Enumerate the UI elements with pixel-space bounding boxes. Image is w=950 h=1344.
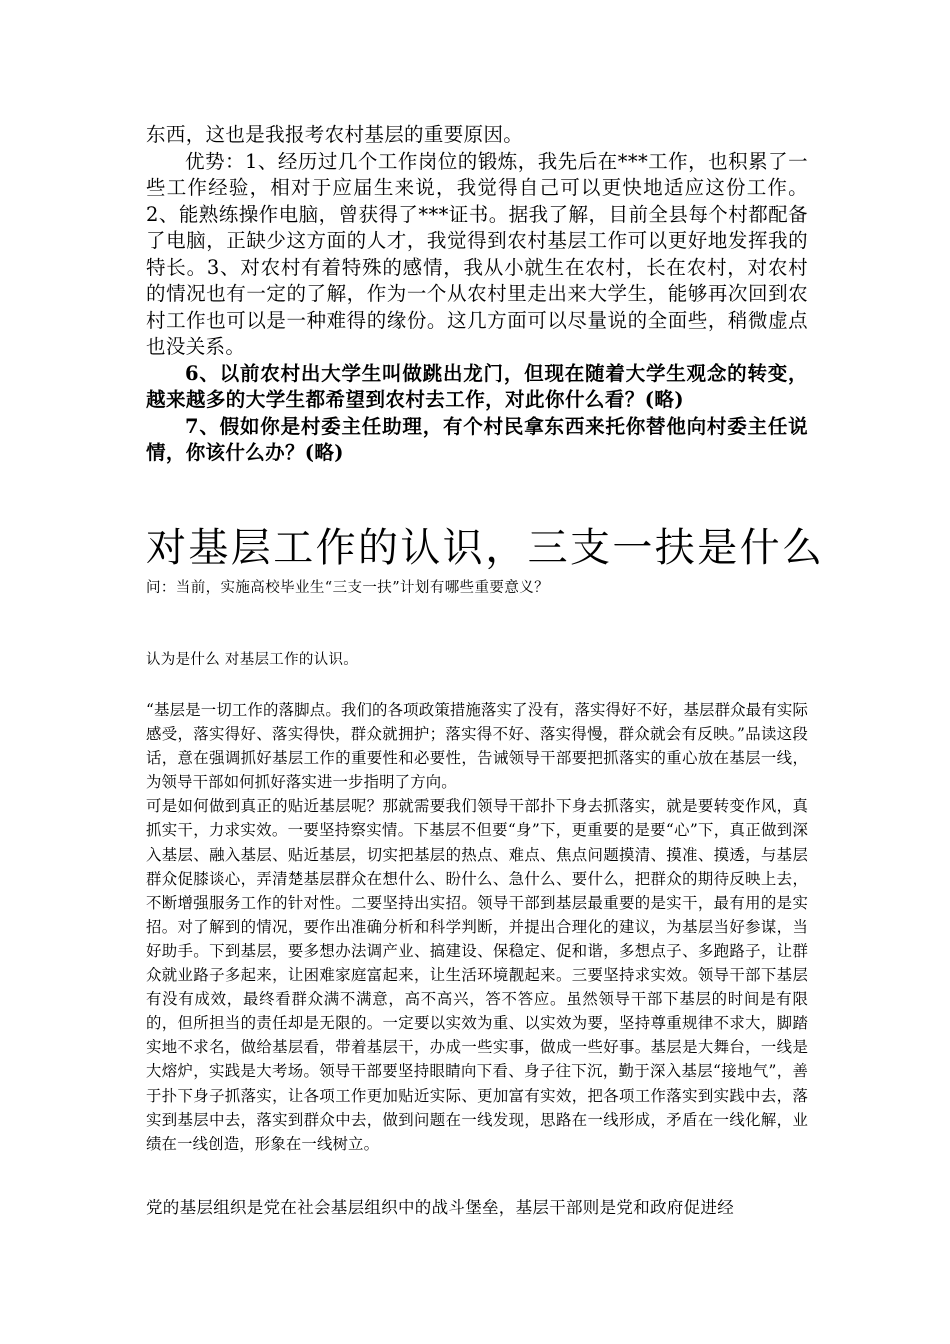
paragraph-1: “基层是一切工作的落脚点。我们的各项政策措施落实了没有，落实得好不好，基层群众最有实际感受，落实得好、落实得快，群众就拥护；落实得不好、落实得慢，群众就会有反映。”品读这段话，意在强调抓好基层工作的重要性和必要性，告诫领导干部要把抓落实的重心放在基层一线，为领导干部如何抓好落实进一步指明了方向。 [146,701,808,792]
article-body [146,698,808,1156]
paragraph-3: 党的基层组织是党在社会基层组织中的战斗堡垒，基层干部则是党和政府促进经 [146,1198,734,1217]
intro-question: 问：当前，实施高校毕业生“三支一扶”计划有哪些重要意义？ [146,580,550,596]
paragraph-2: 可是如何做到真正的贴近基层呢？那就需要我们领导干部扑下身去抓落实，就是要转变作风，真抓实干，力求实效。一要坚持察实情。下基层不但要“身”下，更重要的是要“心”下，真正做到深入基层、融入基层、贴近基层，切实把基层的热点、难点、焦点问题摸清、摸准、摸透，与基层群众促膝谈心，弄清楚基层群众在想什么、盼什么、急什么、要什么，把群众的期待反映上去，不断增强服务工作的针对性。二要坚持出实招。领导干部到基层最重要的是实干，最有用的是实招。对了解到的情况，要作出准确分析和科学判断，并提出合理化的建议，为基层当好参谋，当好助手。下到基层，要多想办法调产业、搞建设、保稳定、促和谐，多想点子、多跑路子，让群众就业路子多起来，让困难家庭富起来，让生活环境靓起来。三要坚持求实效。领导干部下基层有没有成效，最终看群众满不满意，高不高兴，答不答应。虽然领导干部下基层的时间是有限的，但所担当的责任却是无限的。一定要以实效为重、以实效为要，坚持尊重规律不求大，脚踏实地不求名，做给基层看，带着基层干，办成一些实事，做成一些好事。基层是大舞台，一线是大熔炉，实践是大考场。领导干部要坚持眼睛向下看、身子往下沉，勤于深入基层“接地气”，善于扑下身子抓落实，让各项工作更加贴近实际、更加富有实效，把各项工作落实到实践中去，落实到基层中去，落实到群众中去，做到问题在一线发现，思路在一线形成，矛盾在一线化解，业绩在一线创造，形象在一线树立。 [146,797,808,1153]
question-7: 7、假如你是村委主任助理，有个村民拿东西来托你替他向村委主任说情，你该什么办？(略) [146,414,808,464]
continued-line: 东西，这也是我报考农村基层的重要原因。 [146,123,524,146]
question-6: 6、以前农村出大学生叫做跳出龙门，但现在随着大学生观念的转变，越来越多的大学生都希望到农村去工作，对此你什么看？(略) [146,361,808,411]
answer-section [146,122,808,467]
page-title: 对基层工作的认识，三支一扶是什么 [146,525,825,571]
advantages-paragraph: 优势：1、经历过几个工作岗位的锻炼，我先后在***工作，也积累了一些工作经验，相对于应届生来说，我觉得自己可以更快地适应这份工作。2、能熟练操作电脑，曾获得了***证书。据我了解，目前全县每个村都配备了电脑，正缺少这方面的人才，我觉得到农村基层工作可以更好地发挥我的特长。3、对农村有着特殊的感情，我从小就生在农村，长在农村，对农村的情况也有一定的了解，作为一个从农村里走出来大学生，能够再次回到农村工作也可以是一种难得的缘份。这几方面可以尽量说的全面些，稍微虚点也没关系。 [146,149,808,358]
subheading: 认为是什么 对基层工作的认识。 [146,652,359,668]
